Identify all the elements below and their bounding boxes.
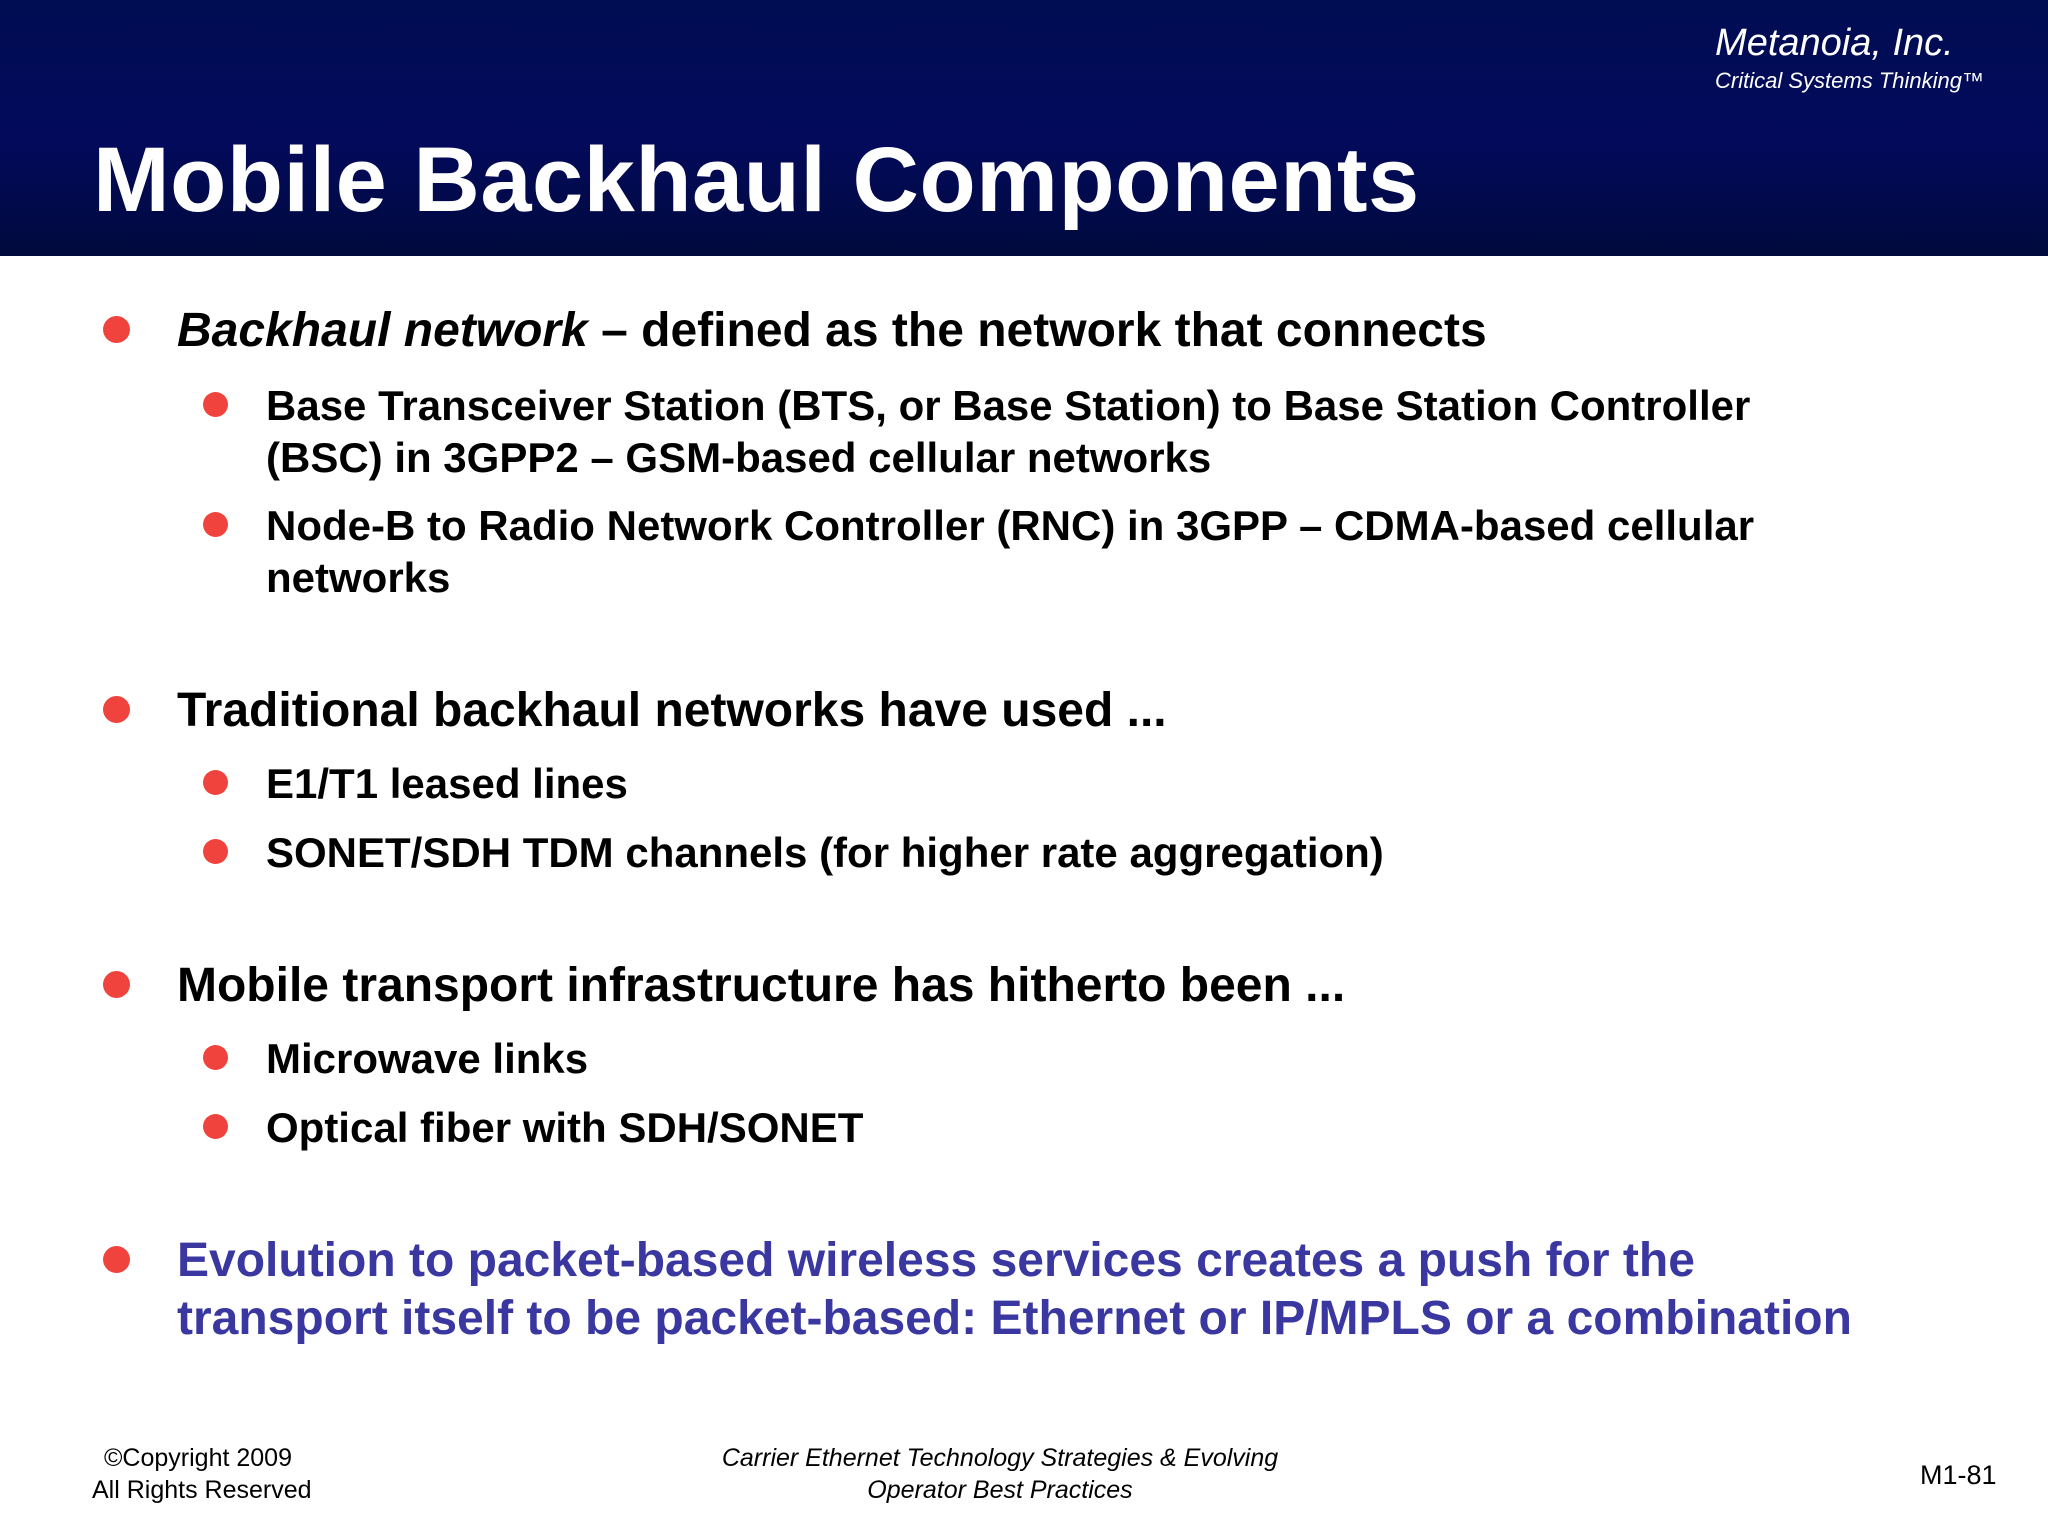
- company-name: Metanoia, Inc.: [1715, 22, 1954, 64]
- company-branding: [1715, 20, 1984, 96]
- course-title-line: Operator Best Practices: [867, 1476, 1133, 1504]
- bullet-mobile-transport: [177, 957, 1345, 1015]
- footer-copyright: [92, 1442, 312, 1506]
- bullet-dot-icon: [103, 1246, 130, 1273]
- bullet-dot-icon: [103, 316, 130, 343]
- bullet-evolution-packet-cont: [177, 1290, 1852, 1348]
- bullet-text: Mobile transport infrastructure has hitherto been ...: [177, 959, 1346, 1012]
- sub-bullet-sonet-sdh: [266, 827, 1384, 879]
- sub-bullet-dot-icon: [203, 770, 228, 795]
- bullet-backhaul-network: [177, 302, 1487, 360]
- sub-bullet-text: SONET/SDH TDM channels (for higher rate aggregation): [266, 829, 1384, 876]
- sub-bullet-dot-icon: [203, 839, 228, 864]
- rights-text: All Rights Reserved: [92, 1476, 312, 1504]
- bullet-text: transport itself to be packet-based: Ethernet or IP/MPLS or a combination: [177, 1292, 1852, 1345]
- bullet-text: – defined as the network that connects: [587, 304, 1487, 357]
- bullet-lead-term: Backhaul network: [177, 304, 588, 357]
- slide-title: Mobile Backhaul Components: [93, 129, 1420, 231]
- sub-bullet-dot-icon: [203, 1114, 228, 1139]
- sub-bullet-text: (BSC) in 3GPP2 – GSM-based cellular networks: [266, 434, 1212, 481]
- sub-bullet-e1t1: [266, 758, 628, 810]
- bullet-text: Traditional backhaul networks have used ...: [177, 684, 1167, 737]
- sub-bullet-nodeb-rnc: [266, 500, 1754, 552]
- sub-bullet-dot-icon: [203, 392, 228, 417]
- sub-bullet-text: Node-B to Radio Network Controller (RNC) in 3GPP – CDMA-based cellular: [266, 502, 1755, 549]
- sub-bullet-text: Base Transceiver Station (BTS, or Base Station) to Base Station Controller: [266, 382, 1751, 429]
- sub-bullet-text: Microwave links: [266, 1035, 589, 1082]
- bullet-evolution-packet: [177, 1232, 1695, 1290]
- footer-course-title: [700, 1442, 1300, 1506]
- sub-bullet-text: E1/T1 leased lines: [266, 760, 628, 807]
- sub-bullet-dot-icon: [203, 512, 228, 537]
- sub-bullet-bts-bsc-cont: [266, 432, 1211, 484]
- bullet-traditional-backhaul: [177, 682, 1167, 740]
- sub-bullet-dot-icon: [203, 1045, 228, 1070]
- company-tagline: Critical Systems Thinking™: [1715, 68, 1984, 93]
- sub-bullet-text: Optical fiber with SDH/SONET: [266, 1104, 864, 1151]
- course-title-line: Carrier Ethernet Technology Strategies & Evolving: [721, 1444, 1279, 1472]
- bullet-text: Evolution to packet-based wireless services creates a push for the: [177, 1234, 1695, 1287]
- sub-bullet-microwave: [266, 1033, 588, 1085]
- sub-bullet-text: networks: [266, 554, 451, 601]
- slide-number: M1-81: [1920, 1460, 1997, 1490]
- sub-bullet-nodeb-rnc-cont: [266, 552, 450, 604]
- copyright-text: ©Copyright 2009: [104, 1444, 292, 1472]
- sub-bullet-optical-fiber: [266, 1102, 863, 1154]
- bullet-dot-icon: [103, 971, 130, 998]
- bullet-dot-icon: [103, 696, 130, 723]
- sub-bullet-bts-bsc: [266, 380, 1750, 432]
- slide-header: [0, 0, 2048, 256]
